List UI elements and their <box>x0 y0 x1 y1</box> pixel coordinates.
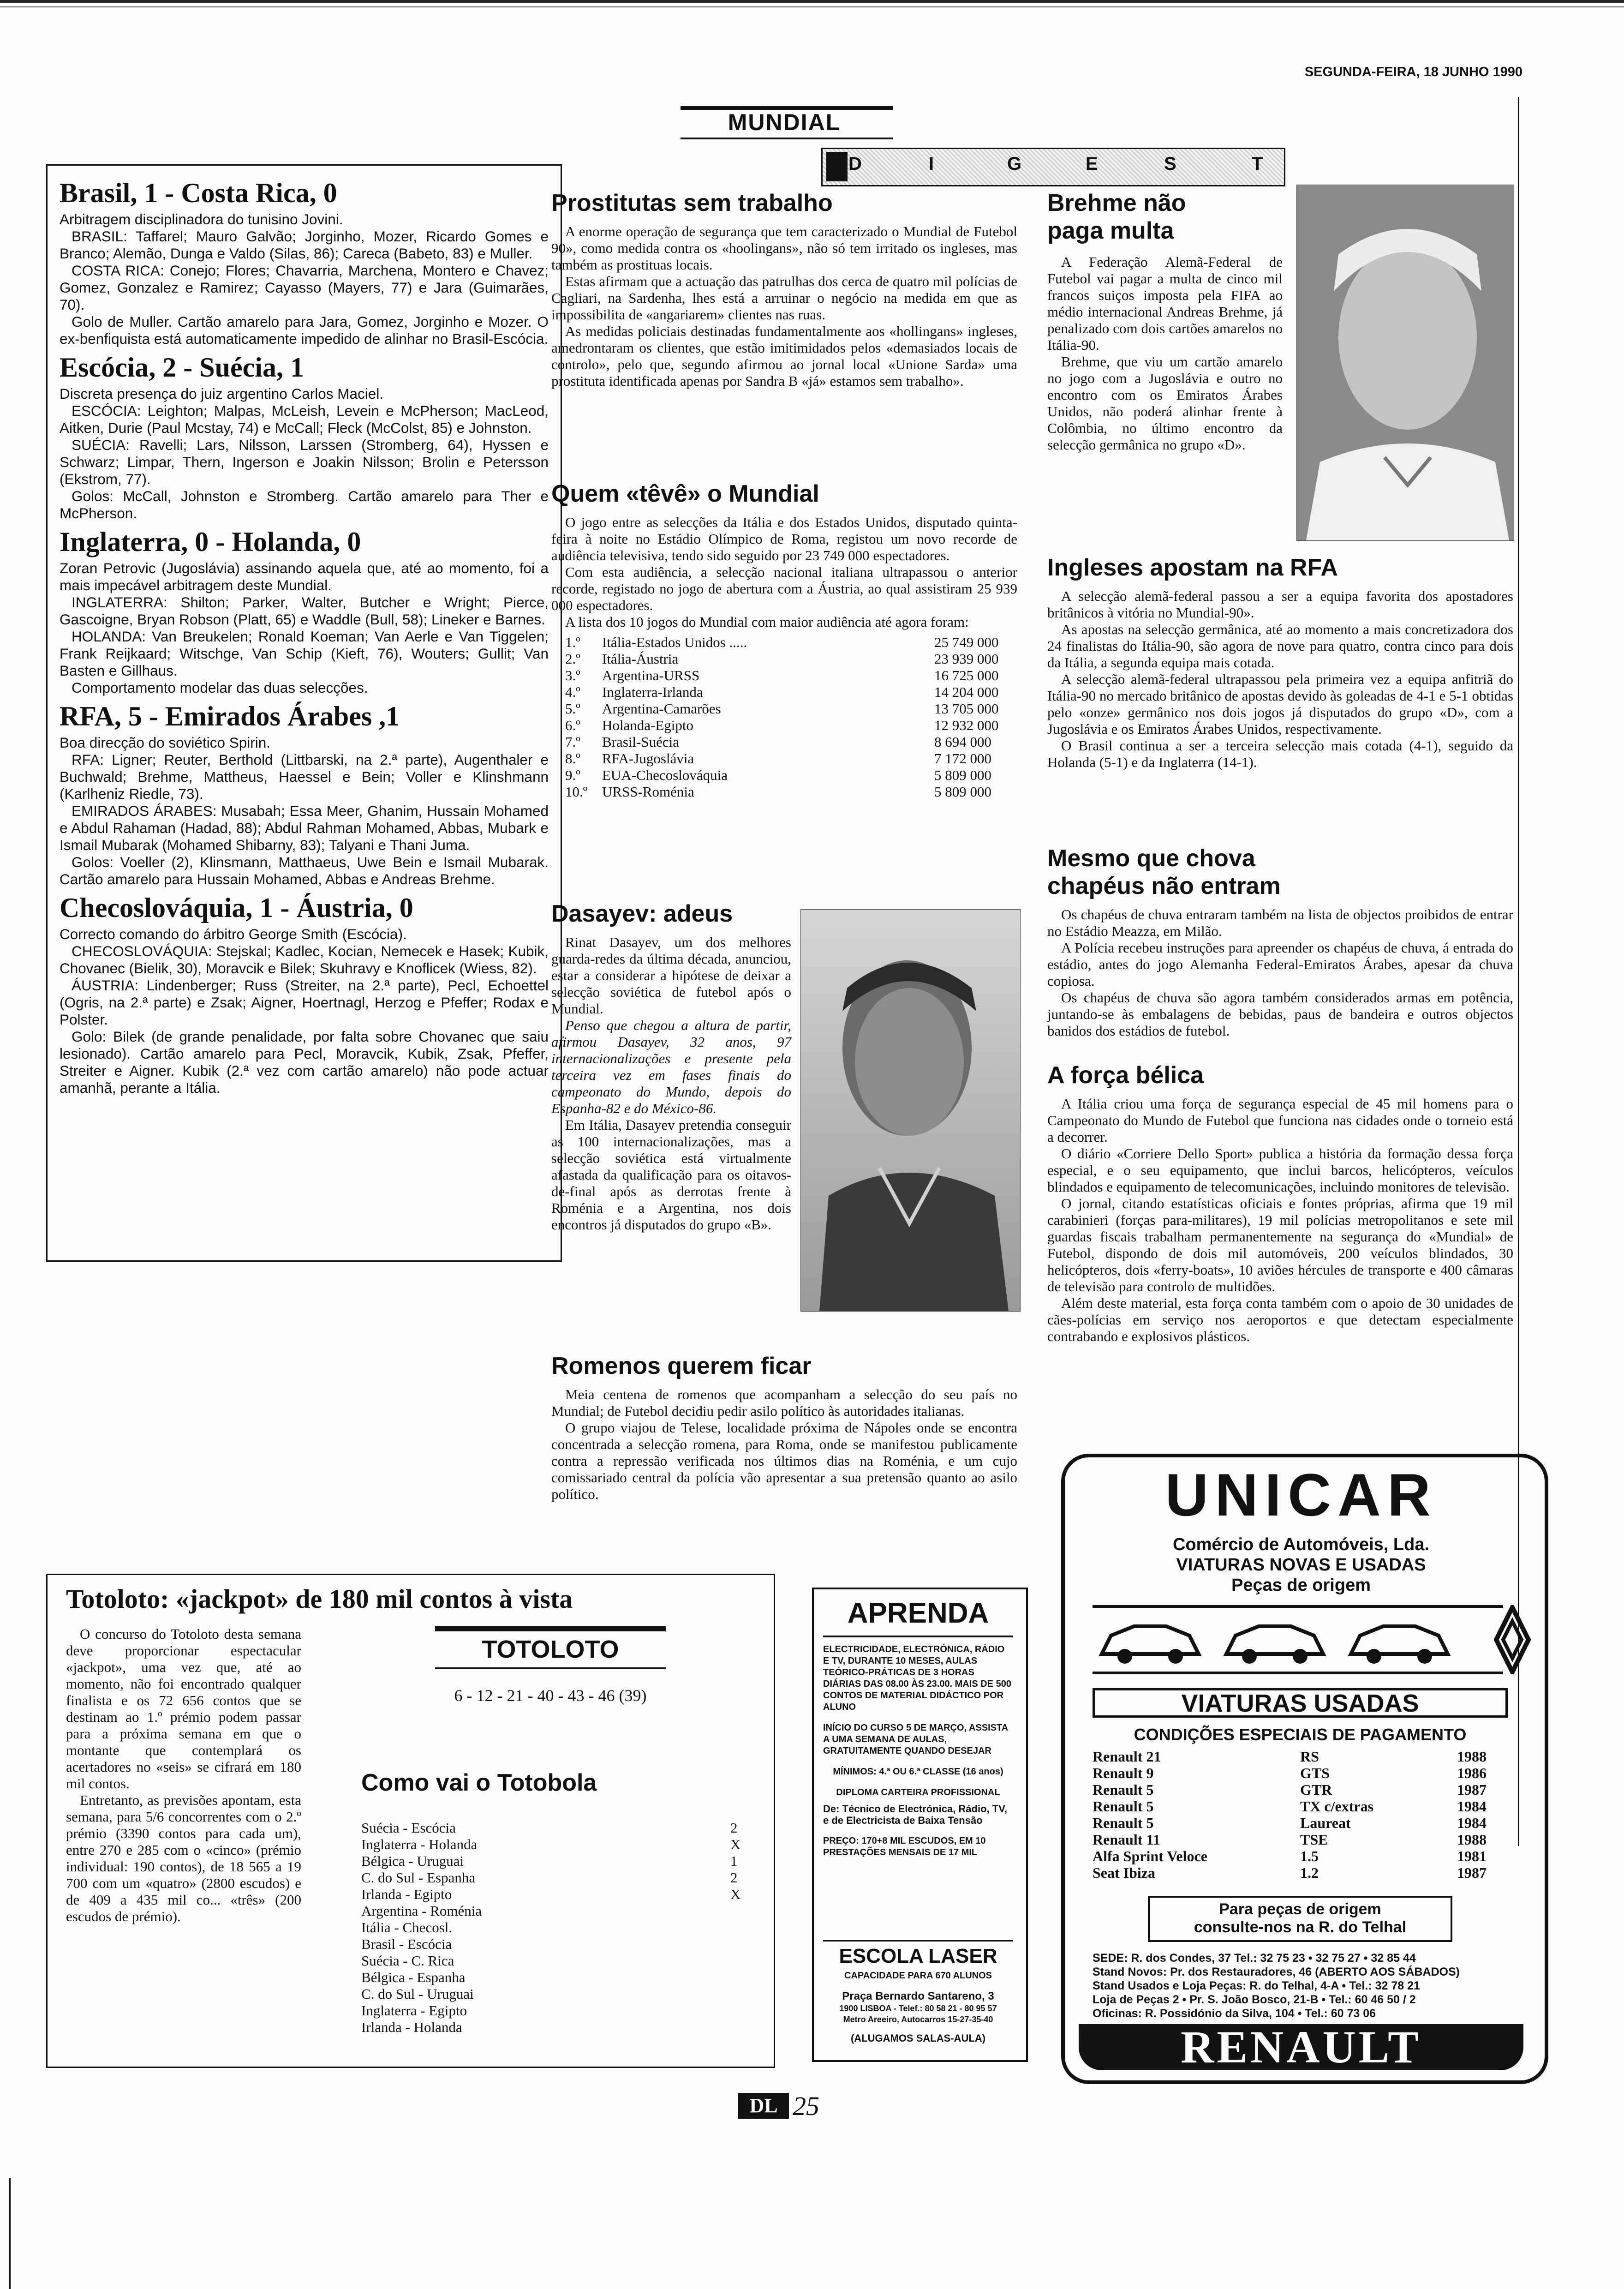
totobola-match: Inglaterra - Holanda <box>361 1836 478 1852</box>
table-row <box>551 717 1017 734</box>
article-paragraph: Em Itália, Dasayev pretendia conseguir as 100 internacionalizações, mas a selecção soviética está virtualmente afastada da qualificação para os oitavos-de-final após as derrotas frente à Roménia e a Argentina, nos dois encontros já disputados do grupo «B». <box>551 1117 791 1233</box>
dl-logo-text: DL <box>749 2094 778 2117</box>
table-match: Brasil-Suécia <box>602 734 680 750</box>
article-paragraph: Além deste material, esta força conta também com o apoio de 30 unidades de cães-polícias em serviço nos aeroportos e que detectam especialmente contrabando e explosivos plásticos. <box>1047 1295 1513 1344</box>
article-headline: Mesmo que chova <box>1047 845 1255 872</box>
match-paragraph: COSTA RICA: Conejo; Flores; Chavarria, Marchena, Montero e Chavez; Gomez, Gonzalez e Ramirez; Cayasso (Mayers, 77) e Jara (Guimarães, 70). <box>60 262 549 313</box>
match-paragraph: Golos: Voeller (2), Klinsmann, Matthaeus, Uwe Bein e Ismail Mubarak. Cartão amarelo para Hussain Mohamed, Abbas e Andreas Brehme. <box>60 854 549 887</box>
unicar-parts-box <box>1148 1896 1452 1942</box>
match-paragraph: Zoran Petrovic (Jugoslávia) assinando aquela que, até ao momento, foi a mais impecável arbitragem deste Mundial. <box>60 560 549 593</box>
aprenda-address: Praça Bernardo Santareno, 3 <box>842 1990 994 2002</box>
table-rank: 3.º <box>565 667 580 683</box>
totobola-match: C. do Sul - Uruguai <box>361 1986 474 2002</box>
table-viewers: 16 725 000 <box>934 667 999 683</box>
match-paragraph: Boa direcção do soviético Spirin. <box>60 734 270 751</box>
match-report <box>60 178 549 348</box>
car-version: GTR <box>1300 1781 1332 1798</box>
table-viewers: 7 172 000 <box>934 750 991 767</box>
aprenda-rule <box>823 1636 1013 1637</box>
section-title: MUNDIAL <box>728 109 841 135</box>
article-paragraph: A selecção alemã-federal passou a ser a equipa favorita dos apostadores britânicos à vitória no Mundial-90». <box>1047 588 1513 621</box>
car-version: TSE <box>1300 1831 1328 1848</box>
match-results-box <box>46 164 562 1262</box>
table-row <box>551 701 1017 717</box>
aprenda-line: INÍCIO DO CURSO 5 DE MARÇO, ASSISTA A UMA SEMANA DE AULAS, GRATUITAMENTE QUANDO DESEJAR <box>823 1723 1008 1756</box>
totoloto-frame-bottom <box>46 2067 775 2068</box>
totobola-result: X <box>730 1886 741 1902</box>
match-paragraph: Golo de Muller. Cartão amarelo para Jara, Gomez, Jorginho e Mozer. O ex-benfiquista está automaticamente impedido de alinhar no Brasil-Escócia. <box>60 313 549 347</box>
aprenda-city: 1900 LISBOA - Telef.: 80 58 21 - 80 95 57 <box>839 2004 997 2013</box>
article-headline: Romenos querem ficar <box>551 1353 812 1379</box>
table-viewers: 12 932 000 <box>934 717 999 733</box>
totoloto-headline: Totoloto: «jackpot» de 180 mil contos à vista <box>66 1584 573 1614</box>
table-rank: 6.º <box>565 717 580 733</box>
match-title: RFA, 5 - Emirados Árabes ,1 <box>60 701 400 731</box>
article-paragraph: Meia centena de romenos que acompanham a selecção do seu país no Mundial; de Futebol decidiu pedir asilo político às autoridades italianas. <box>551 1386 1017 1419</box>
dl-logo <box>738 2093 789 2119</box>
table-viewers: 13 705 000 <box>934 701 999 717</box>
article-paragraph: Entretanto, as previsões apontam, esta semana, para 5/6 concorrentes com o 2.º prémio (3390 contos para cada um), entre 270 e 285 com o «cinco» (prémio individual: 190 contos), de 18 565 a 19 700 com um «quatro» (2800 escudos) e de 409 a 435 mil co... «três» (200 escudos de prémio). <box>66 1792 301 1924</box>
match-title: Brasil, 1 - Costa Rica, 0 <box>60 178 337 208</box>
article-paragraph: A Polícia recebeu instruções para apreender os chapéus de chuva, á entrada do estádio, antes do jogo Alemanha Federal-Emiratos Árabes, apesar da chuva copiosa. <box>1047 940 1513 989</box>
article-paragraph: O diário «Corriere Dello Sport» publica a história da formação dessa força especial, e o seu equipamento, que inclui barcos, helicópteros, veículos blindados e equipamento de telecomunicações, incluindo monitores de televisão. <box>1047 1145 1513 1195</box>
car-year: 1981 <box>1457 1848 1487 1864</box>
totobola-match: Suécia - C. Rica <box>361 1953 454 1969</box>
match-report <box>60 893 549 1097</box>
match-report <box>60 701 549 888</box>
digest-letter: T <box>1252 154 1263 174</box>
unicar-brand: UNICAR <box>1165 1461 1437 1528</box>
car-version: GTS <box>1300 1765 1330 1781</box>
article-paragraph: Estas afirmam que a actuação das patrulhas dos cerca de quatro mil polícias de Cagliari, na Sardenha, lhes está a arruinar o negócio na medida em que as impossibilita de «angariarem» clientes nas ruas. <box>551 273 1017 323</box>
table-rank: 2.º <box>565 651 580 667</box>
unicar-parts-line: consulte-nos na R. do Telhal <box>1194 1918 1407 1936</box>
top-rule <box>0 0 1624 3</box>
article-paragraph: A Itália criou uma força de segurança especial de 45 mil homens para o Campeonato do Mundo de Futebol que funciona nas cidades onde o torneio está a decorrer. <box>1047 1096 1513 1145</box>
article-romenos <box>551 1352 1017 1503</box>
car-year: 1986 <box>1457 1765 1487 1781</box>
article-paragraph: O Brasil continua a ser a terceira selecção mais cotada (4-1), seguido da Holanda (5-1) e da Inglaterra (14-1). <box>1047 737 1513 770</box>
match-paragraph: INGLATERRA: Shilton; Parker, Walter, Butcher e Wright; Pierce, Gascoigne, Bryan Robson (Platt, 65) e Waddle (Bull, 58); Lineker e Barnes. <box>60 594 549 628</box>
article-headline: Ingleses apostam na RFA <box>1047 554 1338 581</box>
article-prostitutas <box>551 189 1017 389</box>
article-paragraph: Com esta audiência, a selecção nacional italiana ultrapassou o anterior recorde, registado no jogo de abertura com a Áustria, ao qual assistiram 25 939 000 espectadores. <box>551 564 1017 613</box>
totoloto-area <box>46 1574 787 2289</box>
car-model: Renault 11 <box>1093 1831 1160 1848</box>
totobola-table <box>361 1820 767 2036</box>
table-viewers: 14 204 000 <box>934 684 999 700</box>
totobola-match: Inglaterra - Egipto <box>361 2002 467 2019</box>
table-row <box>1093 1815 1508 1831</box>
portrait-image <box>1297 185 1514 540</box>
table-row <box>361 1886 767 1903</box>
aprenda-line: DIPLOMA CARTEIRA PROFISSIONAL <box>836 1787 1000 1798</box>
match-paragraph: EMIRADOS ÁRABES: Musabah; Essa Meer, Ghanim, Hussain Mohamed e Abdul Rahaman (Hadad, 88); Abdul Rahman Mohamed, Abbas, Mubark e Ismail Mubarak (Mohamed Shibarny, 83); Talyani e Thani Juma. <box>60 803 549 853</box>
table-rank: 4.º <box>565 684 580 700</box>
match-paragraph: SUÉCIA: Ravelli; Lars, Nilsson, Larssen (Stromberg, 64), Hyssen e Schwarz; Limpar, Thern, Ingerson e Joakin Nilsson; Brolin e Petersson (Ekstrom, 77). <box>60 437 549 487</box>
totobola-result: X <box>730 1836 741 1852</box>
aprenda-transport: Metro Areeiro, Autocarros 15-27-35-40 <box>843 2015 993 2024</box>
article-brehme <box>1047 189 1283 453</box>
portrait-image <box>801 910 1020 1311</box>
car-version: TX c/extras <box>1300 1798 1374 1815</box>
match-paragraph: Arbitragem disciplinadora do tunisino Jovini. <box>60 211 343 228</box>
audience-table <box>551 634 1017 800</box>
digest-letter: I <box>929 154 934 174</box>
totoloto-frame-top <box>46 1574 775 1575</box>
scan-edge <box>9 2178 11 2289</box>
table-row <box>361 1936 767 1953</box>
article-paragraph: O jogo entre as selecções da Itália e dos Estados Unidos, disputado quinta-feira à noite no Estádio Olímpico de Roma, registou um novo recorde de audiência televisiva, tendo sido seguido por 23 749 000 espectadores. <box>551 514 1017 563</box>
article-paragraph: A Federação Alemã-Federal de Futebol vai pagar a multa de cinco mil francos suiços imposta pela FIFA ao médio internacional Andreas Brehme, já penalizado com dois cartões amarelos no Itália-90. <box>1047 254 1283 353</box>
unicar-line: Comércio de Automóveis, Lda. <box>1172 1535 1430 1554</box>
article-paragraph: O concurso do Totoloto desta semana deve proporcionar espectacular «jackpot», uma vez que, até ao momento, não foi encontrado qualquer finalista e os 72 656 contos que se destinam ao 1.º prémio podem passar para a próxima semana em que o montante que contemplará os acertadores no «seis» se cifrará em 180 mil contos. <box>66 1626 301 1792</box>
totobola-result: 1 <box>730 1853 738 1869</box>
match-paragraph: CHECOSLOVÁQUIA: Stejskal; Kadlec, Kocian, Nemecek e Hasek; Kubik, Chovanec (Bielik, 30), Moravcik e Bilek; Skuhravy e Knoflicek (Wiess, 82). <box>60 943 549 977</box>
car-model: Renault 9 <box>1093 1765 1154 1781</box>
table-match: Inglaterra-Irlanda <box>602 684 703 700</box>
table-row <box>551 651 1017 667</box>
totobola-match: Suécia - Escócia <box>361 1820 456 1836</box>
car-model: Renault 5 <box>1093 1815 1154 1831</box>
table-row <box>361 1903 767 1919</box>
table-row <box>361 1953 767 1969</box>
table-row <box>1093 1765 1508 1781</box>
table-row <box>551 684 1017 701</box>
match-paragraph: Comportamento modelar das duas selecções. <box>72 679 368 696</box>
table-row <box>1093 1831 1508 1848</box>
article-headline: A força bélica <box>1047 1062 1204 1089</box>
table-row <box>361 1853 767 1870</box>
match-paragraph: HOLANDA: Van Breukelen; Ronald Koeman; Van Aerle e Van Tiggelen; Frank Reijkaard; Witschge, Van Schip (Kieft, 76), Wouters; Gullit; Van Basten e Gillhaus. <box>60 628 549 679</box>
aprenda-ad <box>812 1588 1028 2062</box>
car-version: Laureat <box>1300 1815 1351 1831</box>
table-viewers: 8 694 000 <box>934 734 991 750</box>
article-paragraph: Penso que chegou a altura de partir, afirmou Dasayev, 32 anos, 97 internacionalizações e presente pela terceira vez em fases finais do campeonato do Mundo, depois do Espanha-82 e do México-86. <box>551 1017 791 1116</box>
article-headline: Quem «têvê» o Mundial <box>551 480 819 507</box>
digest-letter: S <box>1164 154 1176 174</box>
totobola-title: Como vai o Totobola <box>361 1769 597 1796</box>
totoloto-numbers: 6 - 12 - 21 - 40 - 43 - 46 (39) <box>454 1686 647 1705</box>
unicar-used-title: VIATURAS USADAS <box>1093 1688 1508 1718</box>
car-year: 1987 <box>1457 1864 1487 1881</box>
match-title: Inglaterra, 0 - Holanda, 0 <box>60 527 361 557</box>
table-match: Holanda-Egipto <box>602 717 694 733</box>
totoloto-logo: TOTOLOTO <box>482 1636 619 1663</box>
article-quem-teve <box>551 480 1017 800</box>
brehme-photo <box>1296 185 1514 541</box>
cars-icon <box>1093 1608 1503 1672</box>
table-viewers: 5 809 000 <box>934 784 991 800</box>
table-row <box>361 1836 767 1853</box>
table-row <box>361 2019 767 2036</box>
unicar-cars-strip <box>1093 1605 1503 1674</box>
car-version: RS <box>1300 1748 1319 1765</box>
car-model: Renault 5 <box>1093 1781 1154 1798</box>
totoloto-rule <box>435 1626 666 1631</box>
totobola-match: Bélgica - Uruguai <box>361 1853 464 1869</box>
totobola-match: Argentina - Roménia <box>361 1903 482 1919</box>
article-ingleses <box>1047 554 1513 771</box>
dasayev-photo <box>800 909 1021 1312</box>
article-paragraph: A selecção alemã-federal ultrapassou pela primeira vez a equipa anfitriã do Itália-90 no mercado britânico de apostas devido às goleadas de 4-1 e 5-1 obtidas pelo «onze» germânico nos dois jogos já disputados do grupo «D», com a Jugoslávia e os Emiratos Árabes Unidos, respectivamente. <box>1047 671 1513 737</box>
article-chapeus <box>1047 845 1513 1039</box>
top-rule-thin <box>0 6 1624 7</box>
table-rank: 1.º <box>565 634 580 650</box>
table-row <box>361 1919 767 1936</box>
totoloto-rule <box>435 1667 666 1669</box>
unicar-contact-line: Oficinas: R. Possidónio da Silva, 104 • Tel.: 60 73 06 <box>1093 2007 1376 2020</box>
totoloto-article <box>66 1626 301 1925</box>
table-row <box>551 784 1017 800</box>
page-number: 25 <box>793 2091 819 2121</box>
match-paragraph: Correcto comando do árbitro George Smith (Escócia). <box>60 926 407 942</box>
article-paragraph: Brehme, que viu um cartão amarelo no jogo com a Jugoslávia e outro no encontro com os Emiratos Árabes Unidos, não poderá alinhar frente à Colômbia, no último encontro da selecção germânica no grupo «D». <box>1047 354 1283 453</box>
match-title: Escócia, 2 - Suécia, 1 <box>60 352 304 383</box>
renault-logo-icon <box>1494 1605 1531 1674</box>
unicar-parts-line: Para peças de origem <box>1219 1900 1381 1918</box>
table-viewers: 5 809 000 <box>934 767 991 783</box>
unicar-contact-line: Stand Novos: Pr. dos Restauradores, 46 (ABERTO AOS SÁBADOS) <box>1093 1965 1460 1978</box>
article-paragraph: A lista dos 10 jogos do Mundial com maior audiência até agora foram: <box>565 614 969 630</box>
car-model: Alfa Sprint Veloce <box>1093 1848 1207 1864</box>
dateline: SEGUNDA-FEIRA, 18 JUNHO 1990 <box>1304 65 1522 79</box>
match-paragraph: ESCÓCIA: Leighton; Malpas, McLeish, Levein e McPherson; MacLeod, Aitken, Durie (Paul Mcstay, 74) e McCall; Fleck (McColst, 85) e Johnston. <box>60 402 549 436</box>
article-paragraph: As apostas na selecção germânica, até ao momento a mais concretizadora dos 24 finalistas do Itália-90, são agora de nove para quatro, contra cinco para dois da Itália, a segunda equipa mais cotada. <box>1047 621 1513 671</box>
table-match: Argentina-Camarões <box>602 701 721 717</box>
table-rank: 7.º <box>565 734 580 750</box>
totobola-match: Itália - Checosl. <box>361 1919 453 1935</box>
aprenda-rule <box>823 1940 1013 1941</box>
totoloto-frame-right <box>774 1574 775 2067</box>
table-rank: 5.º <box>565 701 580 717</box>
unicar-ad <box>1061 1454 1548 2084</box>
table-row <box>361 1820 767 1836</box>
car-year: 1988 <box>1457 1831 1487 1848</box>
digest-letter: E <box>1086 154 1098 174</box>
article-headline: Brehme não <box>1047 190 1186 216</box>
table-row <box>551 767 1017 784</box>
table-match: RFA-Jugoslávia <box>602 750 694 767</box>
car-version: 1.2 <box>1300 1864 1319 1881</box>
car-year: 1984 <box>1457 1798 1487 1815</box>
car-model: Renault 21 <box>1093 1748 1161 1765</box>
car-year: 1984 <box>1457 1815 1487 1831</box>
aprenda-line: ELECTRICIDADE, ELECTRÓNICA, RÁDIO E TV, DURANTE 10 MESES, AULAS TEÓRICO-PRÁTICAS DE 3 HORAS DIÁRIAS DAS 08.00 ÀS 23.00. MAIS DE 500 CONTOS DE MATERIAL DIDÁCTICO POR ALUNO <box>823 1644 1011 1712</box>
digest-banner <box>821 148 1285 186</box>
match-paragraph: BRASIL: Taffarel; Mauro Galvão; Jorginho, Mozer, Ricardo Gomes e Branco; Alemão, Dunga e Valdo (Silas, 86); Careca (Babeto, 83) e Muller. <box>60 228 549 262</box>
table-row <box>551 734 1017 750</box>
article-headline: Prostitutas sem trabalho <box>551 190 833 216</box>
article-forca-belica <box>1047 1061 1513 1345</box>
unicar-contact-line: Loja de Peças 2 • Pr. S. João Bosco, 21-B • Tel.: 60 46 50 / 2 <box>1093 1993 1416 2006</box>
unicar-conditions: CONDIÇÕES ESPECIAIS DE PAGAMENTO <box>1134 1725 1467 1744</box>
car-model: Renault 5 <box>1093 1798 1154 1815</box>
table-row <box>1093 1798 1508 1815</box>
table-row <box>361 1969 767 1986</box>
totobola-match: Irlanda - Egipto <box>361 1886 452 1902</box>
table-viewers: 23 939 000 <box>934 651 999 667</box>
match-paragraph: Golos: McCall, Johnston e Stromberg. Cartão amarelo para Ther e McPherson. <box>60 488 549 521</box>
article-dasayev <box>551 900 791 1233</box>
car-version: 1.5 <box>1300 1848 1319 1864</box>
match-paragraph: RFA: Ligner; Reuter, Berthold (Littbarski, na 2.ª parte), Augenthaler e Buchwald; Brehme, Mattheus, Haessel e Bein; Voller e Klinshmann (Karlheniz Riedle, 73). <box>60 751 549 802</box>
digest-letter: D <box>848 154 862 174</box>
table-match: EUA-Checoslováquia <box>602 767 728 783</box>
match-title: Checoslováquia, 1 - Áustria, 0 <box>60 893 413 923</box>
aprenda-capacity: CAPACIDADE PARA 670 ALUNOS <box>844 1971 992 1981</box>
totobola-match: Brasil - Escócia <box>361 1936 452 1952</box>
article-paragraph: As medidas policiais destinadas fundamentalmente aos «hollingans» ingleses, amedrontaram os clientes, que estão imitimidados pelos «demasiados locais de controlo», pelo que, segundo afirmou ao jornal local «Unione Sarda» uma prostituta identificada apenas por Sandra B «já» estamos sem trabalho». <box>551 323 1017 389</box>
aprenda-line: MÍNIMOS: 4.ª OU 6.ª CLASSE (16 anos) <box>833 1767 1003 1777</box>
match-paragraph: Discreta presença do juiz argentino Carlos Maciel. <box>60 385 384 402</box>
table-rank: 10.º <box>565 784 588 800</box>
table-rank: 8.º <box>565 750 580 767</box>
aprenda-title: APRENDA <box>847 1597 989 1629</box>
match-report <box>60 527 549 696</box>
article-paragraph: Os chapéus de chuva são agora também considerados armas em potência, juntando-se às embalagens de bebidas, paus de bandeira e outros objectos banidos dos estádios de futebol. <box>1047 989 1513 1039</box>
totobola-match: C. do Sul - Espanha <box>361 1870 476 1886</box>
digest-letter: G <box>1007 154 1022 174</box>
table-row <box>1093 1864 1508 1881</box>
renault-wordmark: RENAULT <box>1181 2021 1421 2073</box>
table-viewers: 25 749 000 <box>934 634 999 650</box>
totobola-result: 2 <box>730 1820 738 1836</box>
section-rule-bottom <box>681 138 893 139</box>
article-headline: paga multa <box>1047 217 1174 244</box>
table-row <box>551 750 1017 767</box>
table-rank: 9.º <box>565 767 580 783</box>
table-row <box>551 634 1017 651</box>
match-paragraph: Golo: Bilek (de grande penalidade, por falta sobre Chovanec que saiu lesionado). Cartão amarelo para Pecl, Moravcik, Kubik, Zsak, Pfeffer, Streiter e Aigner. Kubik (2.ª vez com cartão amarelo) não pode actuar amanhã, perante a Itália. <box>60 1028 549 1096</box>
article-headline: chapéus não entram <box>1047 873 1281 899</box>
article-paragraph: A enorme operação de segurança que tem caracterizado o Mundial de Futebol 90», como medida contra os «hoolingans», não só tem irritado os ingleses, mas também as prostituas locais. <box>551 223 1017 273</box>
totobola-result: 2 <box>730 1870 738 1886</box>
car-year: 1988 <box>1457 1748 1487 1765</box>
table-row <box>361 2002 767 2019</box>
match-paragraph: ÁUSTRIA: Lindenberger; Russ (Streiter, na 2.ª parte), Pecl, Echoettel (Ogris, na 2.ª parte) e Zsak; Aigner, Hoertnagl, Herzog e Pfeffer; Rodax e Polster. <box>60 977 549 1028</box>
article-paragraph: Rinat Dasayev, um dos melhores guarda-redes da última década, anunciou, estar a considerar a hipótese de deixar a selecção soviética de futebol após o Mundial. <box>551 934 791 1017</box>
table-row <box>361 1870 767 1886</box>
totobola-match: Irlanda - Holanda <box>361 2019 462 2035</box>
unicar-contact-line: SEDE: R. dos Condes, 37 Tel.: 32 75 23 • 32 75 27 • 32 85 44 <box>1093 1952 1416 1965</box>
table-match: URSS-Roménia <box>602 784 694 800</box>
article-paragraph: O jornal, citando estatísticas oficiais e fontes próprias, afirma que 19 mil carabinieri (forças para-militares), 19 mil polícias metropolitanos e sete mil guardas fiscais trabalham permanentemente na segurança do «Mundial» de Futebol, dispondo de dois mil automóveis, 200 veículos blindados, 30 helicópteros, dois «ferry-boats», 10 aviões hércules de transporte e 400 câmaras de televisão para controlo de multidões. <box>1047 1195 1513 1294</box>
aprenda-school: ESCOLA LASER <box>839 1945 997 1967</box>
table-row <box>1093 1748 1508 1765</box>
unicar-contact-line: Stand Usados e Loja Peças: R. do Telhal, 4-A • Tel.: 32 78 21 <box>1093 1979 1420 1992</box>
article-paragraph: O grupo viajou de Telese, localidade próxima de Nápoles onde se encontra concentrada a selecção romena, para Roma, onde se manifestou publicamente contra a repressão verificada nos últimos dias na Roménia, e um cujo comissariado central da polícia vão apresentar a sua pretensão quanto ao asilo político. <box>551 1420 1017 1502</box>
article-headline: Dasayev: adeus <box>551 900 733 927</box>
table-row <box>361 1986 767 2002</box>
table-match: Argentina-URSS <box>602 667 700 683</box>
renault-banner <box>1079 2021 1523 2073</box>
unicar-cars-table <box>1093 1748 1508 1881</box>
unicar-line: Peças de origem <box>1231 1576 1371 1595</box>
digest-block <box>826 152 848 181</box>
match-report <box>60 352 549 522</box>
car-model: Seat Ibiza <box>1093 1864 1155 1881</box>
aprenda-footer: (ALUGAMOS SALAS-AULA) <box>850 2032 986 2044</box>
table-row <box>1093 1781 1508 1798</box>
aprenda-line: PREÇO: 170+8 MIL ESCUDOS, EM 10 PRESTAÇÕES MENSAIS DE 17 MIL <box>823 1836 986 1858</box>
car-year: 1987 <box>1457 1781 1487 1798</box>
unicar-line: VIATURAS NOVAS E USADAS <box>1176 1555 1426 1575</box>
aprenda-body <box>823 1644 1013 1866</box>
totobola-match: Bélgica - Espanha <box>361 1969 466 1985</box>
article-paragraph: Os chapéus de chuva entraram também na lista de objectos proibidos de entrar no Estádio Meazza, em Milão. <box>1047 906 1513 939</box>
unicar-contacts <box>1093 1951 1517 2020</box>
table-match: Itália-Estados Unidos ..... <box>602 634 747 650</box>
aprenda-line: De: Técnico de Electrónica, Rádio, TV, e de Electricista de Baixa Tensão <box>823 1803 1007 1826</box>
table-row <box>551 667 1017 684</box>
table-match: Itália-Áustria <box>602 651 679 667</box>
table-row <box>1093 1848 1508 1864</box>
totoloto-frame-left <box>46 1574 48 2067</box>
